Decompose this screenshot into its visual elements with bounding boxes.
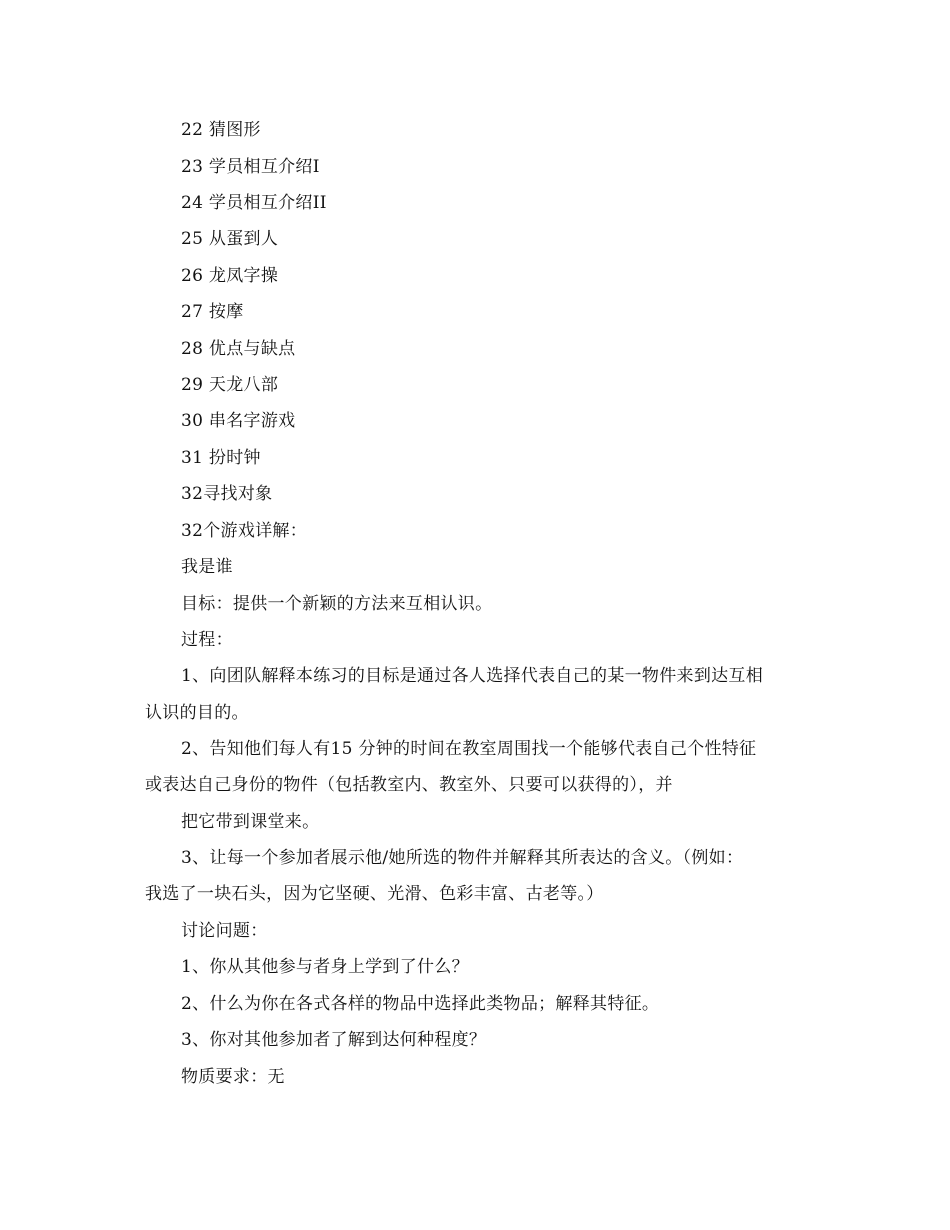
toc-item: 26 龙凤字操 (181, 266, 279, 286)
process-step-1-cont: 认识的目的。 (145, 703, 249, 723)
section-heading: 32个游戏详解： (181, 521, 308, 541)
game-title: 我是谁 (181, 557, 233, 577)
process-step-3-cont: 我选了一块石头，因为它坚硬、光滑、色彩丰富、古老等。） (145, 884, 604, 904)
process-step-2-cont: 或表达自己身份的物件（包括教室内、教室外、只要可以获得的），并 (145, 775, 673, 795)
materials-text: 物质要求：无 (181, 1067, 285, 1087)
goal-text: 目标：提供一个新颖的方法来互相认识。 (181, 594, 493, 614)
discussion-question: 3、你对其他参加者了解到达何种程度？ (181, 1030, 487, 1050)
toc-item: 31 扮时钟 (181, 448, 261, 468)
toc-item: 24 学员相互介绍II (181, 193, 327, 213)
toc-item: 27 按摩 (181, 302, 244, 322)
process-step-1: 1、向团队解释本练习的目标是通过各人选择代表自己的某一物件来到达互相 (181, 666, 764, 686)
toc-item: 32寻找对象 (181, 484, 273, 504)
process-step-2-cont: 把它带到课堂来。 (181, 812, 320, 832)
toc-item: 22 猜图形 (181, 120, 261, 140)
toc-item: 29 天龙八部 (181, 375, 279, 395)
discussion-question: 1、你从其他参与者身上学到了什么？ (181, 957, 469, 977)
process-step-3: 3、让每一个参加者展示他/她所选的物件并解释其所表达的含义。（例如： (181, 848, 744, 868)
toc-item: 25 从蛋到人 (181, 229, 279, 249)
process-label: 过程： (181, 630, 233, 650)
toc-item: 30 串名字游戏 (181, 411, 296, 431)
discussion-label: 讨论问题： (181, 921, 268, 941)
toc-item: 28 优点与缺点 (181, 339, 296, 359)
process-step-2: 2、告知他们每人有15 分钟的时间在教室周围找一个能够代表自己个性特征 (181, 739, 757, 759)
discussion-question: 2、什么为你在各式各样的物品中选择此类物品；解释其特征。 (181, 994, 660, 1014)
toc-item: 23 学员相互介绍I (181, 157, 320, 177)
